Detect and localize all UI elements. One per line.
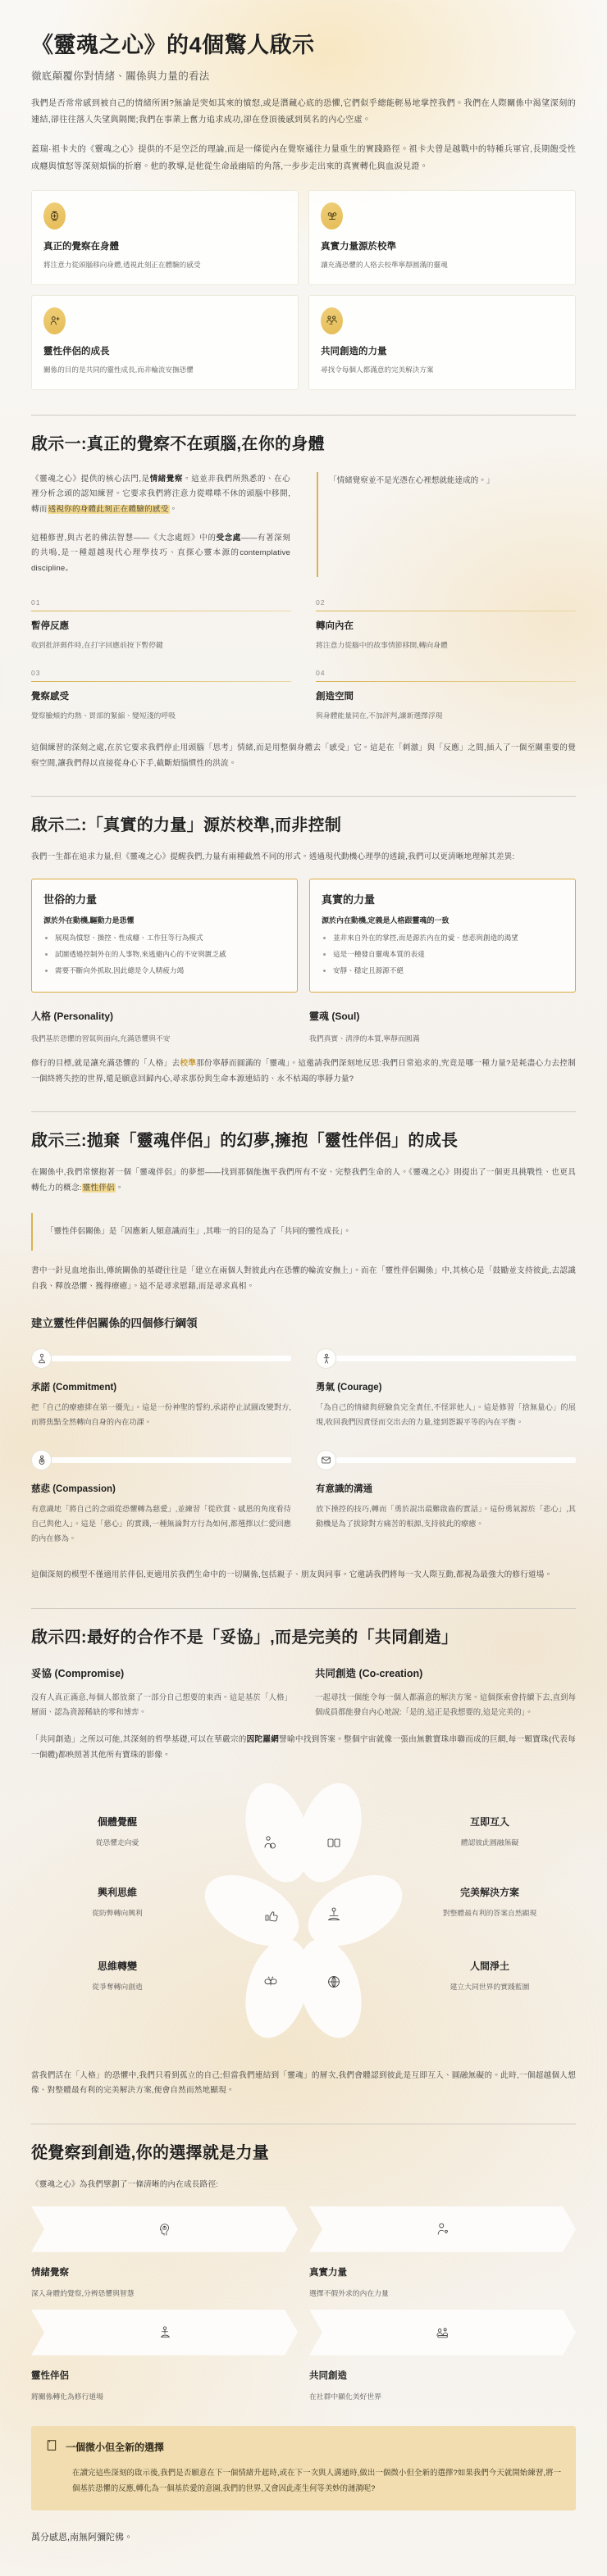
power-box-worldly bbox=[31, 879, 298, 993]
cc-title: 妥協 (Compromise) bbox=[31, 1667, 125, 1679]
power-box-list bbox=[43, 933, 285, 976]
path-desc: 在社群中顯化美好世界 bbox=[309, 2392, 381, 2401]
step-desc: 將注意力從腦中的故事情節移開,轉向身體 bbox=[316, 640, 448, 649]
highlight-card-desc: 將注意力從頭腦移向身體,透視此刻正在體驗的感受 bbox=[43, 261, 201, 270]
step-rule bbox=[31, 681, 291, 682]
petal-label-awaken bbox=[31, 1815, 203, 1847]
path-card-authentic-power[interactable] bbox=[309, 2206, 576, 2298]
pillar-title: 承諾 (Commitment) bbox=[31, 1383, 117, 1393]
envelope-icon bbox=[316, 1450, 336, 1470]
practice-step[interactable] bbox=[316, 669, 576, 739]
practice-step[interactable] bbox=[316, 598, 576, 669]
highlight-card-title: 共同創造的力量 bbox=[321, 346, 387, 357]
pillar-rule bbox=[336, 1356, 576, 1361]
power-box-title: 真實的力量 bbox=[322, 893, 376, 906]
step-number: 03 bbox=[31, 668, 41, 677]
step-number: 04 bbox=[316, 668, 326, 677]
section-1-paragraph-b: 這種修習,與古老的佛法智慧——《大念處經》中的受念處——有著深刻的共鳴,是一種超越現代心理學技巧、直探心靈本源的contemplative discipline。 bbox=[31, 533, 290, 574]
path-title: 真實力量 bbox=[309, 2267, 347, 2278]
section-divider bbox=[31, 1111, 576, 1112]
section-5-heading: 從覺察到創造,你的選擇就是力量 bbox=[31, 2144, 270, 2163]
hands-group-icon bbox=[321, 307, 343, 334]
section-1-closing: 這個練習的深刻之處,在於它要求我們停止用頭腦「思考」情緒,而是用整個身體去「感受」它。這是在「刺激」與「反應」之間,插入了一個至關重要的覺察空間,讓我們得以直接從身心下手,截斷煩惱慣性的洪流。 bbox=[31, 743, 576, 768]
cc-title: 共同創造 (Co-creation) bbox=[315, 1667, 423, 1679]
cocreation-block bbox=[315, 1665, 576, 1720]
step-desc: 覺察臉頰的灼熱、胃部的緊縮、變短淺的呼吸 bbox=[31, 711, 176, 720]
power-box-subtitle: 源於內在動機,定義是人格跟靈魂的一致 bbox=[322, 916, 450, 925]
step-number: 02 bbox=[316, 597, 326, 607]
practice-step[interactable] bbox=[31, 669, 291, 739]
path-chevron bbox=[31, 2310, 298, 2356]
soul-block bbox=[309, 1009, 576, 1043]
petal-label-interbeing bbox=[404, 1815, 576, 1847]
petal-title: 個體覺醒 bbox=[97, 1815, 137, 1828]
person-heart-icon bbox=[436, 2222, 450, 2237]
split-title: 人格 (Personality) bbox=[31, 1010, 114, 1022]
section-5-lead: 《靈魂之心》為我們擘劃了一條清晰的內在成長路徑: bbox=[31, 2180, 219, 2190]
section-2-closing: 修行的目標,就是讓充滿恐懼的「人格」去校準那份寧靜而圓滿的「靈魂」。這邀請我們深刻地反思:我們日常追求的,究竟是哪一種力量?是耗盡心力去控制一個終將失控的世界,還是願意回歸內心,尋求那份與生命本源連結的、永不枯竭的寧靜力量? bbox=[31, 1058, 576, 1084]
path-title: 共同創造 bbox=[309, 2370, 347, 2381]
step-title: 覺察感受 bbox=[31, 691, 69, 702]
path-chevron bbox=[309, 2206, 576, 2252]
page-subtitle: 徹底顛覆你對情緒、關係與力量的看法 bbox=[31, 70, 210, 82]
callout-body: 在讀完這些深刻的啟示後,我們是否願意在下一個情緒升起時,或在下一次與人溝通時,做出一個微小但全新的選擇?如果我們今天就開始練習,將一個基於恐懼的反應,轉化為一個基於愛的意圖,我們的世界,又會因此產生何等美妙的漣漪呢? bbox=[72, 2467, 561, 2492]
petal-label-purehand bbox=[404, 1959, 576, 1992]
callout-box bbox=[31, 2426, 576, 2511]
path-chevron bbox=[31, 2206, 298, 2252]
section-3-subheading: 建立靈性伴侶關係的四個修行綱領 bbox=[31, 1317, 198, 1330]
step-title: 轉向內在 bbox=[316, 620, 354, 631]
step-number: 01 bbox=[31, 597, 41, 607]
pillar-title: 有意識的溝通 bbox=[316, 1484, 372, 1495]
path-card-spiritual-partner[interactable] bbox=[31, 2310, 298, 2401]
power-box-list bbox=[322, 933, 564, 976]
inline-gold: 校準 bbox=[180, 1058, 197, 1068]
cc-desc: 沒有人真正滿意,每個人都放棄了一部分自己想要的東西。這是基於「人格」層面、認為資源稀缺的零和博弈。 bbox=[31, 1692, 292, 1716]
highlight-card[interactable] bbox=[308, 190, 576, 285]
petal-title: 思維轉變 bbox=[97, 1960, 137, 1972]
step-rule bbox=[316, 681, 576, 682]
pillar-title: 勇氣 (Courage) bbox=[316, 1383, 382, 1393]
section-divider bbox=[31, 796, 576, 797]
pillar-compassion[interactable] bbox=[31, 1450, 291, 1555]
section-3-heading: 啟示三:拋棄「靈魂伴侶」的幻夢,擁抱「靈性伴侶」的成長 bbox=[31, 1132, 459, 1151]
path-desc: 將關係轉化為修行道場 bbox=[31, 2392, 103, 2401]
highlight-card-desc: 關係的目的是共同的靈性成長,而非輪流安撫恐懼 bbox=[43, 365, 194, 374]
practice-step-grid bbox=[31, 598, 576, 739]
highlight-card[interactable] bbox=[31, 190, 299, 285]
section-2-lead: 我們一生都在追求力量,但《靈魂之心》提醒我們,力量有兩種截然不同的形式。透過現代動機心理學的透鏡,我們可以更清晰地理解其差異: bbox=[31, 852, 515, 862]
split-desc: 我們基於恐懼的習氣與面向,充滿恐懼與不安 bbox=[31, 1034, 171, 1043]
section-3-paragraph-1: 在關係中,我們常懷抱著一個「靈魂伴侶」的夢想——找到那個能撫平我們所有不安、完整我們生命的人。《靈魂之心》則提出了一個更具挑戰性、也更具轉化力的概念:靈性伴侶。 bbox=[31, 1168, 576, 1193]
lantern-icon bbox=[43, 202, 66, 229]
power-comparison bbox=[31, 879, 576, 993]
inline-highlight: 靈性伴侶 bbox=[82, 1183, 115, 1193]
list-item: • 展現為憤怒、操控、性成癮、工作狂等行為模式 bbox=[55, 933, 285, 943]
highlight-card-title: 靈性伴侶的成長 bbox=[43, 346, 110, 357]
practice-step[interactable] bbox=[31, 598, 291, 669]
pillar-rule bbox=[336, 1457, 576, 1463]
petal-label-solution bbox=[404, 1885, 576, 1918]
list-item: • 需要不斷向外抓取,因此總是令人精疲力竭 bbox=[55, 965, 285, 976]
section-divider bbox=[31, 415, 576, 416]
community-icon bbox=[436, 2326, 450, 2339]
personality-block bbox=[31, 1009, 298, 1043]
section-1-paragraph-a: 《靈魂之心》提供的核心法門,是情緒覺察。這並非我們所熟悉的、在心裡分析念頭的認知練習。它要求我們將注意力從喋喋不休的頭腦中移開,轉而透視你的身體此刻正在體驗的感受。 bbox=[31, 474, 290, 515]
personality-soul-split bbox=[31, 1009, 576, 1043]
section-2-heading: 啟示二:「真實的力量」源於校準,而非控制 bbox=[31, 816, 342, 835]
heartbody-icon bbox=[31, 1450, 52, 1470]
inline-bold: 受念處 bbox=[216, 533, 241, 543]
list-item: • 試圖透過控制外在的人事物,來逃避內心的不安與匱乏感 bbox=[55, 949, 285, 960]
inline-highlight: 透視你的身體此刻正在體驗的感受 bbox=[48, 505, 169, 515]
pillar-text: 有意識地「將自己的念頭從恐懼轉為慈愛」,並練習「從欣賞、感恩的角度看待自己與他人」。這是「慈心」的實踐,一種無論對方行為如何,都選擇以仁愛回應的內在修為。 bbox=[31, 1505, 291, 1542]
page-title: 《靈魂之心》的4個驚人啟示 bbox=[31, 33, 315, 57]
path-desc: 選擇不假外求的內在力量 bbox=[309, 2288, 389, 2297]
highlight-card-grid bbox=[31, 190, 576, 390]
pillar-rule bbox=[52, 1457, 291, 1463]
section-divider bbox=[31, 1608, 576, 1609]
path-desc: 深入身體的覺察,分辨恐懼與智慧 bbox=[31, 2288, 135, 2297]
petal-title: 互即互入 bbox=[469, 1815, 509, 1828]
petal-shapes bbox=[193, 1777, 414, 2047]
cc-desc: 一起尋找一個能令每一個人都滿意的解決方案。這個探索會持續下去,直到每個成員都能發自內心地說:「是的,這正是我想要的,這是完美的」。 bbox=[315, 1692, 576, 1716]
petal-title: 完美解決方案 bbox=[459, 1886, 519, 1898]
petal-desc: 從恐懼走向愛 bbox=[95, 1838, 139, 1847]
step-title: 暫停反應 bbox=[31, 620, 69, 631]
petal-desc: 從防弊轉向興利 bbox=[92, 1908, 143, 1917]
step-desc: 與身體能量同在,不加評判,讓新選擇浮現 bbox=[316, 711, 443, 720]
split-title: 靈魂 (Soul) bbox=[309, 1010, 360, 1022]
section-1-top bbox=[31, 469, 576, 577]
highlight-card[interactable] bbox=[308, 295, 576, 390]
inline-bold: 情緒覺察 bbox=[149, 474, 183, 484]
lotus-person-icon bbox=[158, 2325, 171, 2340]
petal-title: 興利思維 bbox=[97, 1886, 137, 1898]
callout-title: 一個微小但全新的選擇 bbox=[66, 2442, 165, 2454]
warrior-icon bbox=[316, 1348, 336, 1369]
section-4-paragraph: 「共同創造」之所以可能,其深刻的哲學基礎,可以在華嚴宗的因陀羅網譬喻中找到答案。整個宇宙就像一張由無數寶珠串聯而成的巨網,每一顆寶珠(代表每一個體)都映照著其他所有寶珠的影像。 bbox=[31, 1735, 576, 1760]
step-desc: 收到批評郵件時,在打字回應前按下暫停鍵 bbox=[31, 640, 163, 649]
section-3-paragraph-3: 書中一針見血地指出,傳統關係的基礎往往是「建立在兩個人對彼此內在恐懼的輪流安撫上」。而在「靈性伴侶關係」中,其核心是「鼓勵並支持彼此,去認識自我、釋放恐懼、獲得療癒」。這不是尋求慰藉,而是尋求真相。 bbox=[31, 1265, 576, 1291]
petal-label-mindshift bbox=[31, 1959, 203, 1992]
section-3-closing: 這個深刻的模型不僅適用於伴侶,更適用於我們生命中的一切關係,包括親子、朋友與同事。它邀請我們將每一次人際互動,都視為最強大的修行道場。 bbox=[31, 1570, 553, 1579]
intro-paragraph-2: 蓋瑞·祖卡夫的《靈魂之心》提供的不是空泛的理論,而是一條從內在覺察通往力量重生的實踐路徑。祖卡夫曾是越戰中的特種兵軍官,長期飽受性成癮與憤怒等深刻煩惱的折磨。他的教導,是他從生命最幽暗的角落,一步步走出來的真實轉化與血淚見證。 bbox=[31, 145, 576, 171]
meditate-icon bbox=[31, 1348, 52, 1369]
highlight-card-title: 真正的覺察在身體 bbox=[43, 242, 119, 252]
highlight-card[interactable] bbox=[31, 295, 299, 390]
petal-label-benefit bbox=[31, 1885, 203, 1918]
compromise-block bbox=[31, 1665, 292, 1720]
pillar-text: 放下操控的技巧,轉而「勇於說出最難啟齒的實話」。這份勇氣源於「悲心」,其動機是為了拔除對方痛苦的根源,支持彼此的療癒。 bbox=[316, 1505, 576, 1529]
section-1-pullquote: 「情緒覺察並不是光憑在心裡想就能達成的。」 bbox=[317, 472, 576, 577]
power-box-title: 世俗的力量 bbox=[43, 893, 98, 906]
inline-bold: 因陀羅網 bbox=[246, 1735, 280, 1745]
list-item: • 這是一種發自靈魂本質的表達 bbox=[333, 949, 564, 960]
pillar-text: 「為自己的情緒與經驗負完全責任,不怪罪他人」。這是修習「捨無量心」的展現,收回我們因責怪而交出去的力量,達到怨親平等的內在平衡。 bbox=[316, 1403, 576, 1427]
highlight-card-desc: 讓充滿恐懼的人格去校準寧靜圓滿的靈魂 bbox=[321, 261, 448, 270]
path-chevron bbox=[309, 2310, 576, 2356]
pillar-text: 把「自己的療癒排在第一優先」。這是一份神聖的誓約,承諾停止試圖改變對方,而將焦點全然轉向自身的內在功課。 bbox=[31, 1403, 291, 1427]
note-icon bbox=[46, 2439, 57, 2456]
scales-icon bbox=[321, 202, 343, 229]
petal-desc: 建立大同世界的實踐藍圖 bbox=[450, 1982, 530, 1991]
path-card-cocreation[interactable] bbox=[309, 2310, 576, 2401]
power-box-subtitle: 源於外在動機,驅動力是恐懼 bbox=[43, 916, 135, 925]
petal-diagram bbox=[31, 1777, 576, 2056]
pillar-conscious-communication[interactable] bbox=[316, 1450, 576, 1555]
section-3-blockquote: 「靈性伴侶關係」是「因應新人類意識而生」,其唯一的目的是為了「共同的靈性成長」。 bbox=[31, 1213, 576, 1251]
step-title: 創造空間 bbox=[316, 691, 354, 702]
closing-line: 萬分感恩,南無阿彌陀佛。 bbox=[31, 2533, 134, 2543]
path-title: 情緒覺察 bbox=[31, 2267, 69, 2278]
petal-title: 人間淨土 bbox=[469, 1960, 509, 1972]
pillar-commitment[interactable] bbox=[31, 1348, 291, 1438]
section-1-heading: 啟示一:真正的覺察不在頭腦,在你的身體 bbox=[31, 434, 325, 453]
head-awareness-icon bbox=[158, 2222, 171, 2237]
person-plus-icon bbox=[43, 307, 66, 334]
section-4-heading: 啟示四:最好的合作不是「妥協」,而是完美的「共同創造」 bbox=[31, 1628, 459, 1647]
intro-paragraph-1: 我們是否常常感到被自己的情緒所困?無論是突如其來的憤怒,或是潛藏心底的恐懼,它們似乎總能輕易地掌控我們。我們在人際關係中渴望深刻的連結,卻往往落入失望與隔閡;我們在事業上奮力追求成功,卻在登頂後感到莫名的內心空虛。 bbox=[31, 98, 576, 125]
list-item: • 安靜、穩定且源源不絕 bbox=[333, 965, 564, 976]
petal-desc: 對整體最有利的答案自然顯現 bbox=[442, 1908, 537, 1917]
highlight-card-title: 真實力量源於校準 bbox=[321, 242, 396, 252]
pillar-title: 慈悲 (Compassion) bbox=[31, 1484, 116, 1495]
petal-desc: 體認彼此圓融無礙 bbox=[460, 1838, 519, 1847]
petal-desc: 從爭奪轉向創造 bbox=[92, 1982, 143, 1991]
compromise-cocreation bbox=[31, 1665, 576, 1720]
path-title: 靈性伴侶 bbox=[31, 2370, 69, 2381]
pillar-courage[interactable] bbox=[316, 1348, 576, 1438]
split-desc: 我們真實、清淨的本質,寧靜而圓滿 bbox=[309, 1034, 420, 1043]
pillar-grid bbox=[31, 1348, 576, 1555]
path-card-emotional-awareness[interactable] bbox=[31, 2206, 298, 2298]
list-item: • 並非來自外在的掌控,而是源於內在的愛、慈悲與創造的渴望 bbox=[333, 933, 564, 943]
section-4-closing: 當我們活在「人格」的恐懼中,我們只看到孤立的自己;但當我們連結到「靈魂」的層次,我們會體認到彼此是互即互入、圓融無礙的。此時,一個超越個人想像、對整體最有利的完美解決方案,便會自然而然地顯現。 bbox=[31, 2070, 576, 2096]
pillar-rule bbox=[52, 1356, 291, 1361]
power-box-authentic bbox=[309, 879, 576, 993]
highlight-card-desc: 尋找令每個人都滿意的完美解決方案 bbox=[321, 365, 434, 374]
path-card-grid bbox=[31, 2206, 576, 2401]
